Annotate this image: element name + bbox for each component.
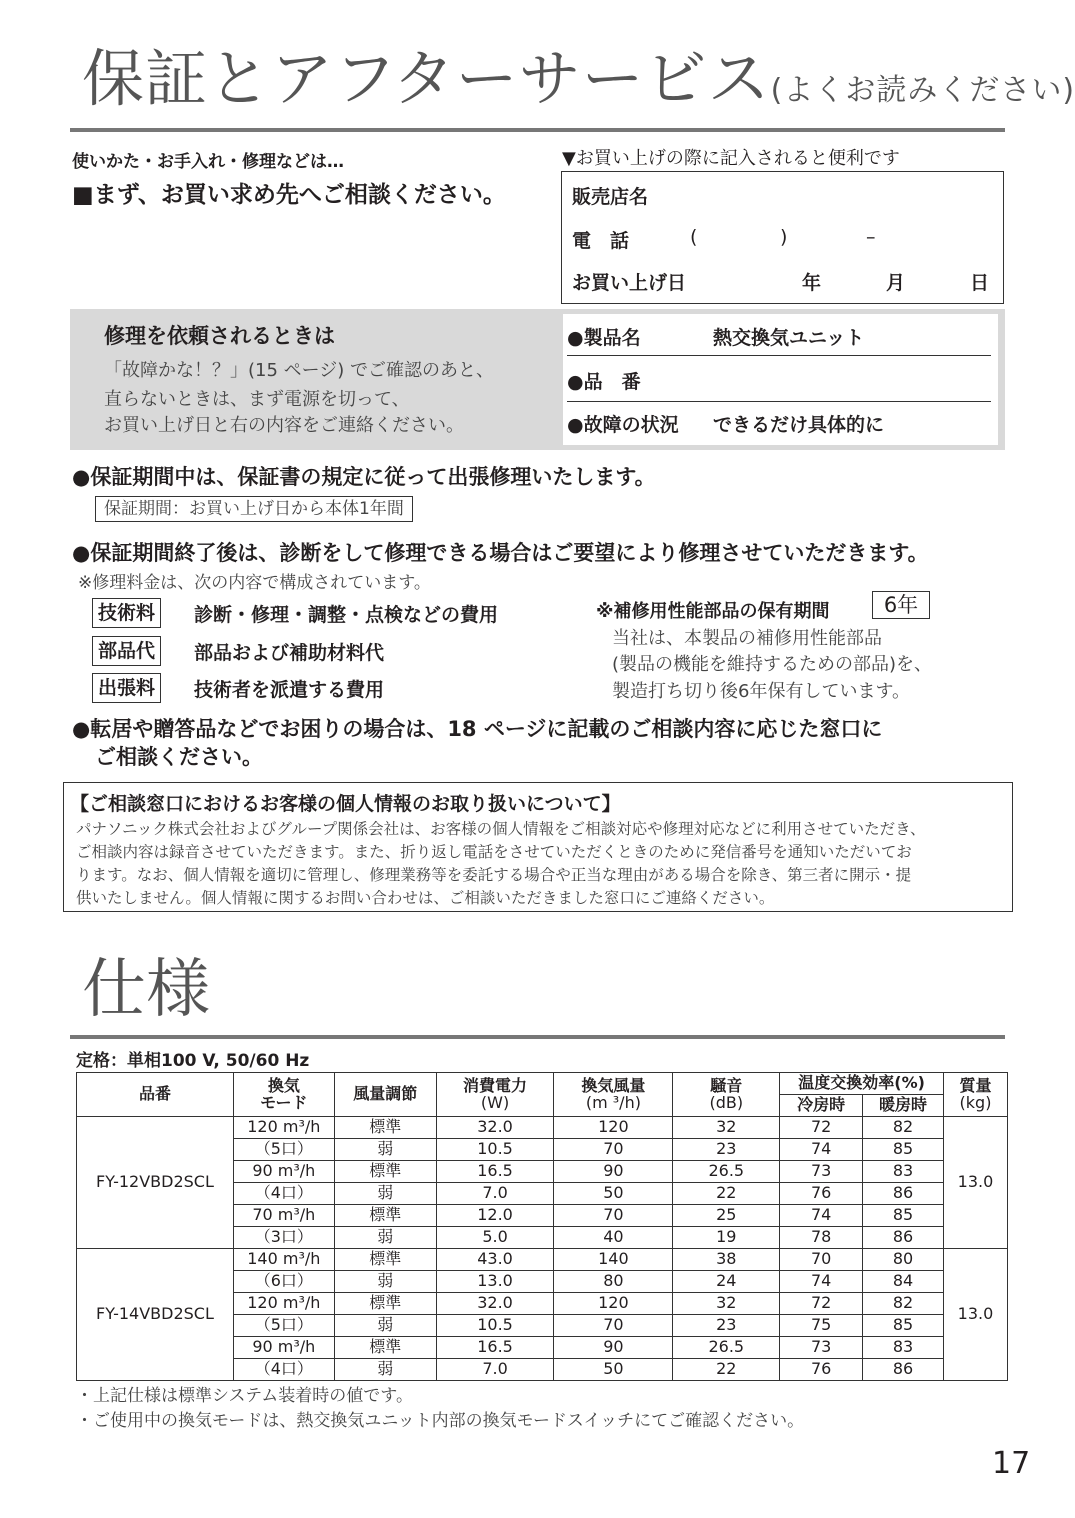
privacy-line-4: 供いたしません。個人情報に関するお問い合わせは、ご相談いただきました窓口にご連絡ください。 — [76, 889, 775, 907]
cell-cool: 76 — [780, 1183, 863, 1205]
repair-line-1: 「故障かな！？」(15 ページ) でご確認のあと、 — [104, 360, 495, 381]
table-row — [77, 1249, 1008, 1271]
cell-noise: 22 — [673, 1359, 780, 1381]
cell-power: 32.0 — [436, 1117, 554, 1139]
cell-mode-ports: （3口） — [233, 1227, 334, 1249]
cell-noise: 23 — [673, 1139, 780, 1161]
th-mass-2: (kg) — [959, 1092, 992, 1112]
cell-cool: 73 — [780, 1161, 863, 1183]
th-model: 品番 — [77, 1073, 234, 1117]
memo-day: 日 — [970, 272, 990, 294]
memo-box — [561, 171, 1004, 304]
cell-air: 80 — [554, 1271, 673, 1293]
th-heating: 暖房時 — [863, 1095, 944, 1117]
cell-power: 5.0 — [436, 1227, 554, 1249]
th-cooling: 冷房時 — [780, 1095, 863, 1117]
cell-fan: 弱 — [334, 1139, 436, 1161]
th-efficiency: 温度交換効率(%) — [780, 1073, 944, 1095]
cell-noise: 22 — [673, 1183, 780, 1205]
cell-fan: 弱 — [334, 1271, 436, 1293]
spec-note-1: ・上記仕様は標準システム装着時の値です。 — [76, 1386, 413, 1406]
cell-mass: 13.0 — [943, 1117, 1007, 1249]
cell-cool: 72 — [780, 1293, 863, 1315]
th-power — [436, 1073, 554, 1117]
th-fan: 風量調節 — [334, 1073, 436, 1117]
cell-noise: 26.5 — [673, 1161, 780, 1183]
repair-product-value: 熱交換気ユニット — [713, 327, 865, 349]
memo-month: 月 — [886, 272, 906, 294]
cell-noise: 25 — [673, 1205, 780, 1227]
th-flow-2: (m ³/h) — [585, 1092, 641, 1112]
title-rule — [70, 128, 1005, 132]
memo-phone-label: 電 話 — [572, 230, 630, 252]
repair-product-label: ●製品名 — [567, 327, 641, 349]
privacy-box — [63, 782, 1013, 912]
fee-note: ※修理料金は、次の内容で構成されています。 — [78, 573, 431, 593]
th-noise-1: 騒音 — [710, 1075, 743, 1095]
cell-heat: 85 — [863, 1315, 944, 1337]
page-title-main: 保証とアフターサービス — [82, 42, 771, 115]
page-title-sub: (よくお読みください) — [770, 73, 1075, 108]
memo-store-label: 販売店名 — [572, 186, 649, 208]
cell-model: FY-12VBD2SCL — [77, 1117, 234, 1249]
th-noise-2: (dB) — [709, 1092, 744, 1112]
th-mass — [943, 1073, 1007, 1117]
cell-heat: 82 — [863, 1117, 944, 1139]
repair-info-box — [563, 314, 998, 445]
cell-cool: 72 — [780, 1117, 863, 1139]
privacy-line-1: パナソニック株式会社およびグループ関係会社は、お客様の個人情報をご相談対応や修理対応などに利用させていただき、 — [76, 820, 926, 838]
cell-noise: 19 — [673, 1227, 780, 1249]
fee-label-tech: 技術料 — [92, 598, 161, 628]
cell-air: 90 — [554, 1161, 673, 1183]
cell-heat: 84 — [863, 1271, 944, 1293]
cell-mode-flow: 90 m³/h — [233, 1161, 334, 1183]
spec-note-2: ・ご使用中の換気モードは、熱交換気ユニット内部の換気モードスイッチにてご確認ください。 — [76, 1411, 805, 1431]
parts-line-1: 当社は、本製品の補修用性能部品 — [612, 628, 882, 649]
cell-heat: 86 — [863, 1227, 944, 1249]
th-power-1: 消費電力 — [463, 1075, 528, 1095]
privacy-line-3: ります。なお、個人情報を適切に管理し、修理業務等を委託する場合や正当な理由がある場合を除き、第三者に開示・提 — [76, 866, 912, 884]
cell-mode-ports: （5口） — [233, 1315, 334, 1337]
cell-fan: 弱 — [334, 1227, 436, 1249]
cell-power: 43.0 — [436, 1249, 554, 1271]
cell-power: 12.0 — [436, 1205, 554, 1227]
cell-fan: 標準 — [334, 1293, 436, 1315]
cell-power: 7.0 — [436, 1183, 554, 1205]
parts-title: ※補修用性能部品の保有期間 — [596, 601, 830, 622]
fee-desc-parts: 部品および補助材料代 — [194, 642, 385, 664]
spec-rule — [70, 1035, 1005, 1039]
cell-mode-ports: （4口） — [233, 1359, 334, 1381]
cell-heat: 85 — [863, 1205, 944, 1227]
cell-mode-ports: （5口） — [233, 1139, 334, 1161]
cell-mode-ports: （4口） — [233, 1183, 334, 1205]
cell-power: 13.0 — [436, 1271, 554, 1293]
cell-air: 50 — [554, 1183, 673, 1205]
cell-air: 70 — [554, 1139, 673, 1161]
warranty-period-box: 保証期間：お買い上げ日から本体1年間 — [95, 496, 413, 522]
memo-caption: ▼お買い上げの際に記入されると便利です — [562, 148, 900, 169]
gift-line-1: ●転居や贈答品などでお困りの場合は、18 ページに記載のご相談内容に応じた窓口に — [72, 717, 883, 741]
cell-air: 70 — [554, 1315, 673, 1337]
cell-mass: 13.0 — [943, 1249, 1007, 1381]
spec-title: 仕様 — [82, 953, 210, 1027]
cell-power: 7.0 — [436, 1359, 554, 1381]
cell-heat: 85 — [863, 1139, 944, 1161]
cell-cool: 75 — [780, 1315, 863, 1337]
cell-air: 40 — [554, 1227, 673, 1249]
repair-line-3: お買い上げ日と右の内容をご連絡ください。 — [104, 415, 464, 436]
repair-model-label: ●品 番 — [567, 371, 641, 393]
memo-phone-open: ( — [690, 226, 698, 248]
cell-air: 120 — [554, 1117, 673, 1139]
privacy-title: 【ご相談窓口におけるお客様の個人情報のお取り扱いについて】 — [70, 793, 621, 815]
cell-cool: 70 — [780, 1249, 863, 1271]
th-flow-1: 換気風量 — [581, 1075, 646, 1095]
spec-table-wrap — [76, 1072, 1008, 1381]
cell-model: FY-14VBD2SCL — [77, 1249, 234, 1381]
cell-heat: 82 — [863, 1293, 944, 1315]
cell-fan: 弱 — [334, 1359, 436, 1381]
repair-heading: 修理を依頼されるときは — [104, 324, 335, 348]
repair-status-label: ●故障の状況 — [567, 414, 679, 436]
consult-intro: 使いかた・お手入れ・修理などは… — [72, 152, 344, 172]
fee-desc-visit: 技術者を派遣する費用 — [194, 679, 385, 701]
cell-fan: 標準 — [334, 1337, 436, 1359]
spec-table — [76, 1072, 1008, 1381]
cell-fan: 標準 — [334, 1161, 436, 1183]
consult-headline: ■まず、お買い求め先へご相談ください。 — [72, 182, 506, 208]
warranty-after: ●保証期間終了後は、診断をして修理できる場合はご要望により修理させていただきます。 — [72, 541, 929, 565]
cell-noise: 26.5 — [673, 1337, 780, 1359]
cell-noise: 24 — [673, 1271, 780, 1293]
table-row — [77, 1117, 1008, 1139]
cell-heat: 86 — [863, 1359, 944, 1381]
th-mode — [233, 1073, 334, 1117]
cell-power: 16.5 — [436, 1161, 554, 1183]
cell-air: 120 — [554, 1293, 673, 1315]
gift-line-2: ご相談ください。 — [95, 745, 263, 769]
cell-fan: 標準 — [334, 1205, 436, 1227]
th-flow — [554, 1073, 673, 1117]
parts-line-2: (製品の機能を維持するための部品)を、 — [612, 654, 933, 675]
cell-cool: 76 — [780, 1359, 863, 1381]
cell-cool: 74 — [780, 1271, 863, 1293]
cell-power: 10.5 — [436, 1315, 554, 1337]
cell-mode-flow: 140 m³/h — [233, 1249, 334, 1271]
th-mode-2: モード — [260, 1092, 308, 1112]
th-power-2: (W) — [480, 1092, 510, 1112]
cell-cool: 78 — [780, 1227, 863, 1249]
cell-cool: 73 — [780, 1337, 863, 1359]
repair-divider-1 — [567, 355, 991, 356]
parts-line-3: 製造打ち切り後6年保有しています。 — [612, 681, 911, 702]
repair-status-value: できるだけ具体的に — [713, 414, 885, 436]
page-number: 17 — [992, 1446, 1031, 1481]
cell-mode-ports: （6口） — [233, 1271, 334, 1293]
warranty-during: ●保証期間中は、保証書の規定に従って出張修理いたします。 — [72, 465, 656, 489]
memo-date-label: お買い上げ日 — [572, 272, 687, 294]
cell-noise: 32 — [673, 1117, 780, 1139]
memo-phone-dash: – — [866, 226, 876, 248]
cell-noise: 38 — [673, 1249, 780, 1271]
cell-noise: 23 — [673, 1315, 780, 1337]
cell-heat: 83 — [863, 1337, 944, 1359]
fee-desc-tech: 診断・修理・調整・点検などの費用 — [194, 604, 499, 626]
th-mode-1: 換気 — [267, 1075, 300, 1095]
cell-power: 16.5 — [436, 1337, 554, 1359]
cell-mode-flow: 70 m³/h — [233, 1205, 334, 1227]
cell-mode-flow: 90 m³/h — [233, 1337, 334, 1359]
fee-label-parts: 部品代 — [92, 636, 161, 666]
cell-heat: 80 — [863, 1249, 944, 1271]
cell-cool: 74 — [780, 1205, 863, 1227]
cell-heat: 83 — [863, 1161, 944, 1183]
cell-cool: 74 — [780, 1139, 863, 1161]
cell-fan: 標準 — [334, 1117, 436, 1139]
cell-heat: 86 — [863, 1183, 944, 1205]
fee-label-visit: 出張料 — [92, 673, 161, 703]
cell-noise: 32 — [673, 1293, 780, 1315]
cell-power: 32.0 — [436, 1293, 554, 1315]
cell-fan: 弱 — [334, 1183, 436, 1205]
memo-year: 年 — [802, 272, 822, 294]
cell-mode-flow: 120 m³/h — [233, 1117, 334, 1139]
parts-years: 6年 — [872, 591, 930, 619]
cell-air: 90 — [554, 1337, 673, 1359]
cell-air: 50 — [554, 1359, 673, 1381]
repair-divider-2 — [567, 401, 991, 402]
cell-power: 10.5 — [436, 1139, 554, 1161]
cell-fan: 標準 — [334, 1249, 436, 1271]
privacy-line-2: ご相談内容は録音させていただきます。また、折り返し電話をさせていただくときのために発信番号を通知いただいてお — [76, 843, 912, 861]
cell-air: 140 — [554, 1249, 673, 1271]
repair-line-2: 直らないときは、まず電源を切って、 — [104, 389, 410, 410]
cell-fan: 弱 — [334, 1315, 436, 1337]
spec-rating: 定格：単相100 V, 50/60 Hz — [76, 1051, 310, 1071]
cell-air: 70 — [554, 1205, 673, 1227]
th-noise — [673, 1073, 780, 1117]
cell-mode-flow: 120 m³/h — [233, 1293, 334, 1315]
th-mass-1: 質量 — [959, 1075, 992, 1095]
memo-phone-close: ) — [780, 226, 788, 248]
page-title — [82, 42, 1075, 115]
